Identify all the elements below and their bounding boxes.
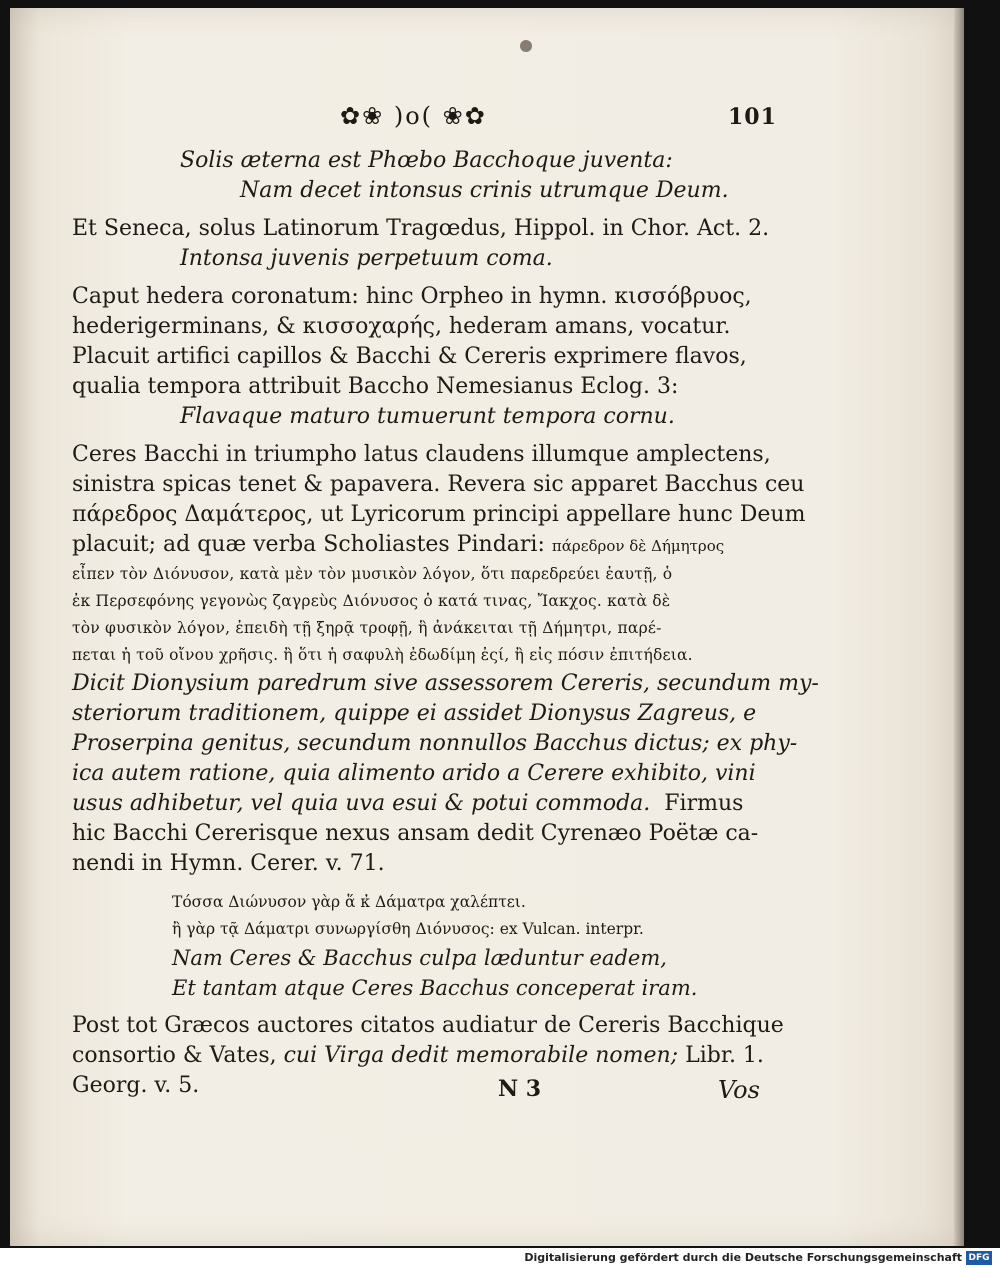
text-line: hederigerminans, & κισσοχαρής, hederam amans, vocatur. [72, 314, 731, 339]
digitization-note: Digitalisierung gefördert durch die Deutsche Forschungsgemeinschaft [524, 1251, 962, 1264]
signature-mark: N 3 [498, 1076, 542, 1102]
text-line: Ceres Bacchi in triumpho latus claudens illumque amplectens, [72, 442, 771, 467]
text-line: nendi in Hymn. Cerer. v. 71. [72, 851, 385, 876]
pinhole-mark [520, 40, 532, 52]
page-footer [10, 1076, 954, 1112]
greek-quote-line [172, 916, 772, 943]
text-line: hic Bacchi Cererisque nexus ansam dedit Cyrenæo Poëtæ ca- [72, 821, 759, 846]
greek-quote-line: Τόσσα Διώνυσον γὰρ ἅ κ̓ Δάματρα χαλέπτει. [172, 893, 526, 911]
text-segment: consortio & Vates, [72, 1043, 277, 1068]
greek-line: ἐκ Περσεφόνης γεγονὼς ζαγρεὺς Διόνυσος ὁ κατά τινας, Ἴακχος. κατὰ δὲ [72, 592, 671, 610]
verse-line: Solis æterna est Phœbo Bacchoque juventa: [180, 148, 673, 173]
greek-line: τὸν φυσικὸν λόγον, ἐπειδὴ τῇ ξηρᾷ τροφῇ, ἣ ἀνάκειται τῇ Δήμητρι, παρέ- [72, 619, 662, 637]
italic-line: Dicit Dionysium paredrum sive assessorem Cereris, secundum my- [72, 671, 819, 696]
text-line [72, 789, 772, 819]
text-segment: Libr. 1. [685, 1043, 764, 1068]
text-line: Caput hedera coronatum: hinc Orpheo in hymn. κισσόβρυος, [72, 284, 752, 309]
text-line [72, 530, 772, 561]
text-segment: Firmus [664, 791, 744, 816]
text-line [72, 1041, 772, 1071]
text-line: Georg. v. 5. [72, 1073, 200, 1098]
verse-line: Nam decet intonsus crinis utrumque Deum. [240, 178, 729, 203]
text-segment: placuit; ad quæ verba Scholiastes Pindari: [72, 532, 545, 557]
text-segment: ex Vulcan. interpr. [499, 920, 644, 938]
greek-line: εἶπεν τὸν Διόνυσον, κατὰ μὲν τὸν μυσικὸν λόγον, ὅτι παρεδρεύει ἑαυτῇ, ὁ [72, 565, 673, 583]
digitization-bar [0, 1248, 1000, 1268]
greek-line: πεται ἡ τοῦ οἴνου χρῆσις. ἢ ὅτι ἡ σαφυλὴ ἐδωδίμη ἐςί, ἢ εἰς πόσιν ἐπιτήδεια. [72, 646, 693, 664]
book-page [10, 8, 954, 1246]
page-edge [954, 8, 964, 1246]
catchword: Vos [718, 1076, 760, 1104]
greek-segment: πάρεδρον δὲ Δήμητρος [551, 537, 725, 555]
text-line: Et Seneca, solus Latinorum Tragœdus, Hippol. in Chor. Act. 2. [72, 216, 770, 241]
text-line: qualia tempora attribuit Baccho Nemesianus Eclog. 3: [72, 374, 679, 399]
page-header [10, 102, 954, 132]
verse-line: Flavaque maturo tumuerunt tempora cornu. [180, 404, 675, 429]
italic-line: ica autem ratione, quia alimento arido a Cerere exhibito, vini [72, 761, 756, 786]
italic-line: Proserpina genitus, secundum nonnullos Bacchus dictus; ex phy- [72, 731, 798, 756]
italic-segment: usus adhibetur, vel quia uva esui & potui commoda. [72, 791, 651, 816]
verse-line: Et tantam atque Ceres Bacchus conceperat iram. [172, 976, 698, 1000]
page-number: 101 [728, 104, 777, 130]
verse-line: Intonsa juvenis perpetuum coma. [180, 246, 553, 271]
verse-line: Nam Ceres & Bacchus culpa læduntur eadem, [172, 946, 667, 970]
greek-segment: ἢ γὰρ τᾷ Δάματρι συνωργίσθη Διόνυσος: [172, 920, 495, 938]
italic-segment: cui Virga dedit memorabile nomen; [283, 1043, 679, 1068]
text-line: Placuit artifici capillos & Bacchi & Cereris exprimere flavos, [72, 344, 747, 369]
dfg-logo: DFG [966, 1251, 992, 1265]
page-text [72, 146, 819, 1101]
header-ornament: ✿❀ )o( ❀✿ [340, 102, 487, 130]
text-line: πάρεδρος Δαμάτερος, ut Lyricorum principi appellare hunc Deum [72, 502, 806, 527]
italic-line: steriorum traditionem, quippe ei assidet Dionysus Zagreus, e [72, 701, 757, 726]
text-line: Post tot Græcos auctores citatos audiatur de Cereris Bacchique [72, 1013, 784, 1038]
text-line: sinistra spicas tenet & papavera. Revera sic apparet Bacchus ceu [72, 472, 805, 497]
